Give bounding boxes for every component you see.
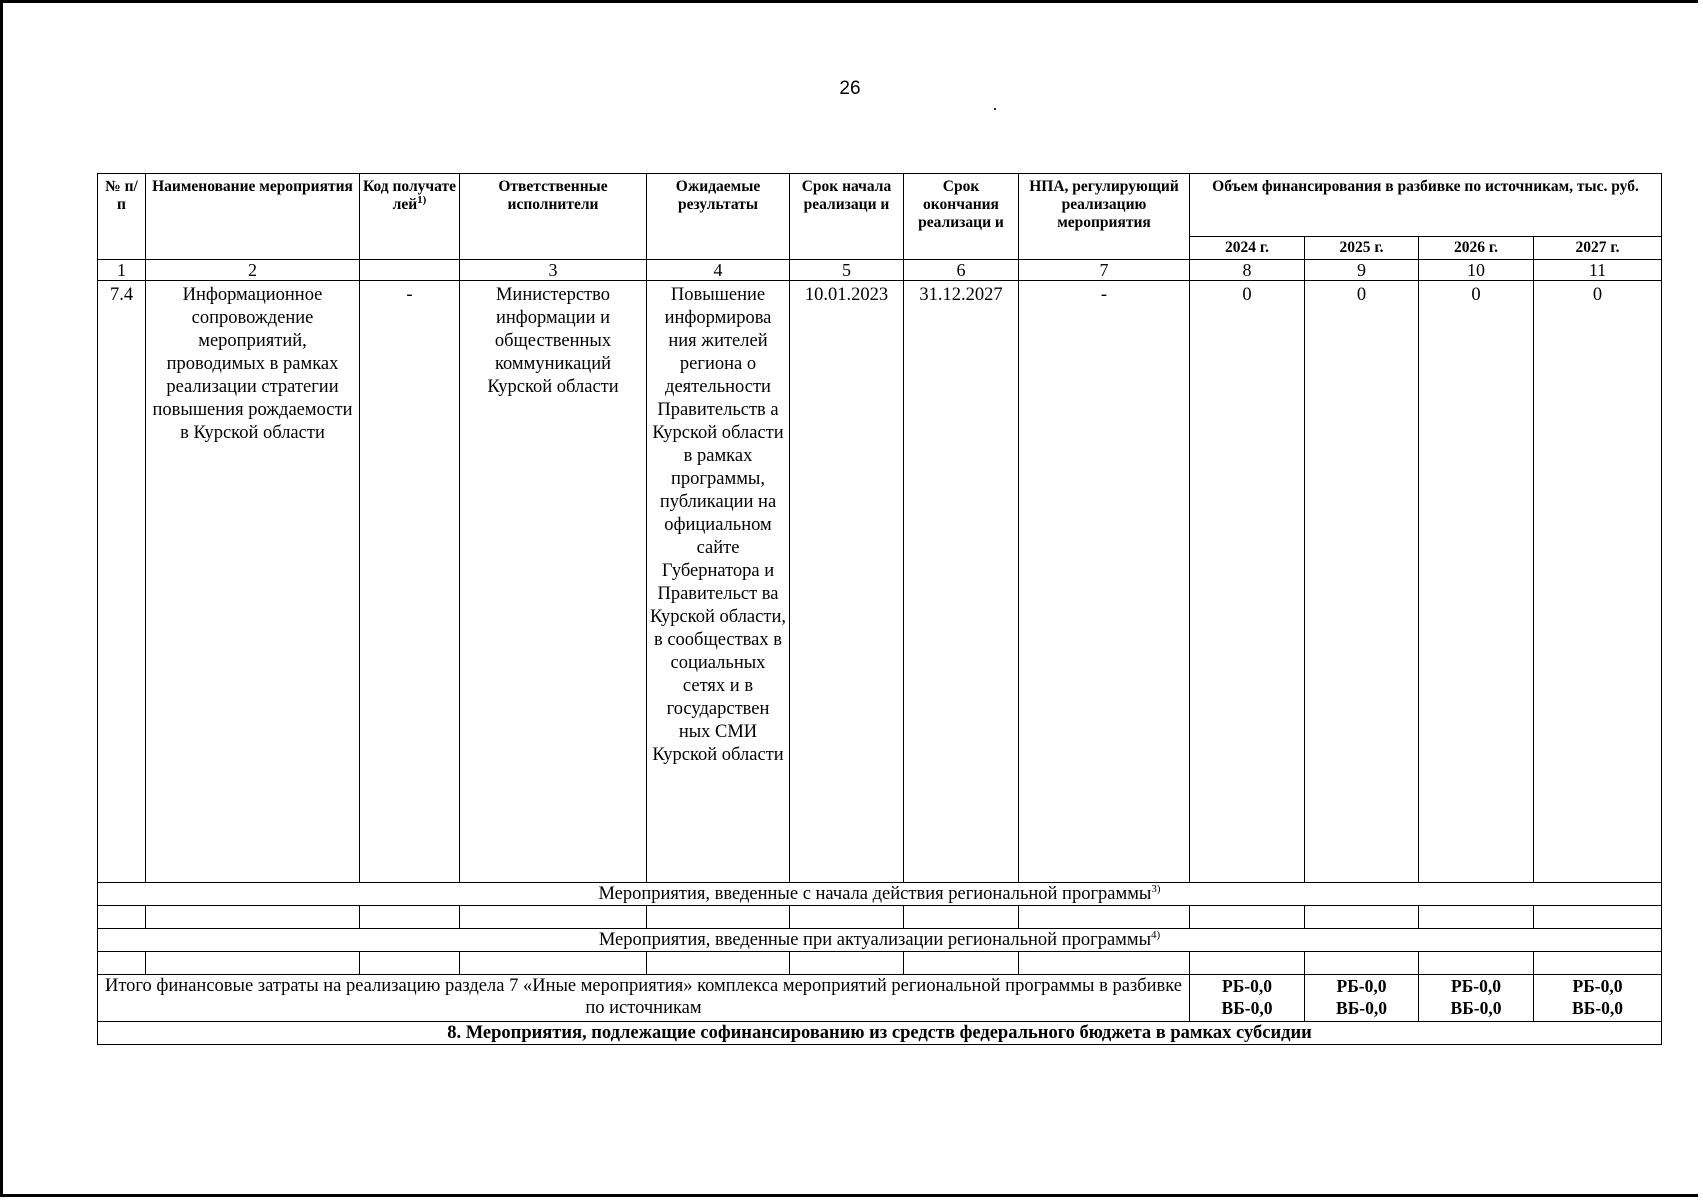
header-year-2027: 2027 г.	[1534, 237, 1662, 260]
total-2025-vb: ВБ-0,0	[1336, 998, 1387, 1018]
row-value-2026: 0	[1419, 281, 1534, 883]
empty-cell	[1534, 952, 1662, 975]
section-introduced-update	[98, 929, 1662, 952]
column-number: 6	[904, 260, 1019, 281]
total-2026-rb: РБ-0,0	[1451, 976, 1501, 996]
empty-cell	[460, 952, 647, 975]
empty-cell	[460, 906, 647, 929]
empty-cell	[1190, 906, 1305, 929]
header-responsible: Ответственные исполнители	[460, 174, 647, 260]
empty-cell	[360, 906, 460, 929]
empty-row	[98, 906, 1662, 929]
row-code: -	[360, 281, 460, 883]
header-end: Срок окончания реализаци и	[904, 174, 1019, 260]
total-2027-rb: РБ-0,0	[1572, 976, 1623, 996]
empty-cell	[1019, 906, 1190, 929]
header-year-2026: 2026 г.	[1419, 237, 1534, 260]
row-results: Повышение информирова ния жителей региона о деятельности Правительств а Курской области в рамках программы, публикации на официальном сайте Губернатора и Правительст ва Курской области, в сообществах в социальных сетях и в государствен ных СМИ Курской области	[647, 281, 790, 883]
column-number: 7	[1019, 260, 1190, 281]
total-2024-vb: ВБ-0,0	[1221, 998, 1273, 1018]
row-value-2027: 0	[1534, 281, 1662, 883]
empty-cell	[1534, 906, 1662, 929]
header-code-footnote: 1)	[417, 193, 427, 206]
column-number: 11	[1534, 260, 1662, 281]
header-funding: Объем финансирования в разбивке по источникам, тыс. руб.	[1190, 174, 1662, 237]
header-name: Наименование мероприятия	[146, 174, 360, 260]
empty-cell	[1305, 952, 1419, 975]
row-start: 10.01.2023	[790, 281, 904, 883]
empty-cell	[1419, 952, 1534, 975]
total-2025	[1305, 975, 1419, 1022]
column-number: 1	[98, 260, 146, 281]
total-2024	[1190, 975, 1305, 1022]
header-start: Срок начала реализаци и	[790, 174, 904, 260]
column-number: 8	[1190, 260, 1305, 281]
total-2025-rb: РБ-0,0	[1336, 976, 1387, 996]
section-8-heading: 8. Мероприятия, подлежащие софинансированию из средств федерального бюджета в рамках субсидии	[98, 1022, 1662, 1045]
totals-label: Итого финансовые затраты на реализацию раздела 7 «Иные мероприятия» комплекса мероприятий региональной программы в разбивке по источникам	[98, 975, 1190, 1022]
section-introduced-start-footnote: 3)	[1151, 882, 1161, 895]
empty-cell	[790, 952, 904, 975]
empty-cell	[146, 906, 360, 929]
column-number: 2	[146, 260, 360, 281]
section-row	[98, 883, 1662, 906]
empty-cell	[1190, 952, 1305, 975]
empty-cell	[647, 906, 790, 929]
row-num: 7.4	[98, 281, 146, 883]
total-2024-rb: РБ-0,0	[1222, 976, 1272, 996]
column-numbers-row	[98, 260, 1662, 281]
row-value-2025: 0	[1305, 281, 1419, 883]
empty-cell	[1419, 906, 1534, 929]
column-number: 9	[1305, 260, 1419, 281]
column-number: 3	[460, 260, 647, 281]
row-responsible: Министерство информации и общественных коммуникаций Курской области	[460, 281, 647, 883]
empty-cell	[98, 906, 146, 929]
page-number: 26	[839, 78, 861, 99]
empty-cell	[1305, 906, 1419, 929]
scan-artifact-dot	[994, 108, 996, 110]
header-row	[98, 174, 1662, 237]
column-number: 10	[1419, 260, 1534, 281]
header-num: № п/п	[98, 174, 146, 260]
section-introduced-update-text: Мероприятия, введенные при актуализации региональной программы	[598, 930, 1151, 950]
empty-cell	[146, 952, 360, 975]
total-2027-vb: ВБ-0,0	[1572, 998, 1623, 1018]
empty-cell	[1019, 952, 1190, 975]
measures-table	[97, 173, 1662, 1045]
empty-cell	[904, 952, 1019, 975]
total-2026	[1419, 975, 1534, 1022]
totals-row	[98, 975, 1662, 1022]
section-introduced-start	[98, 883, 1662, 906]
header-code-text: Код получате лей	[363, 178, 456, 213]
section-introduced-update-footnote: 4)	[1151, 928, 1161, 941]
header-year-2025: 2025 г.	[1305, 237, 1419, 260]
empty-cell	[360, 952, 460, 975]
header-code	[360, 174, 460, 260]
column-number-empty	[360, 260, 460, 281]
row-npa: -	[1019, 281, 1190, 883]
column-number: 5	[790, 260, 904, 281]
row-name: Информационное сопровождение мероприятий, проводимых в рамках реализации стратегии повышения рождаемости в Курской области	[146, 281, 360, 883]
section-introduced-start-text: Мероприятия, введенные с начала действия региональной программы	[598, 884, 1152, 904]
empty-cell	[98, 952, 146, 975]
header-results: Ожидаемые результаты	[647, 174, 790, 260]
empty-row	[98, 952, 1662, 975]
column-number: 4	[647, 260, 790, 281]
total-2026-vb: ВБ-0,0	[1450, 998, 1502, 1018]
empty-cell	[647, 952, 790, 975]
section-8-row	[98, 1022, 1662, 1045]
table-row	[98, 281, 1662, 883]
row-end: 31.12.2027	[904, 281, 1019, 883]
header-npa: НПА, регулирующий реализацию мероприятия	[1019, 174, 1190, 260]
empty-cell	[790, 906, 904, 929]
section-row	[98, 929, 1662, 952]
total-2027	[1534, 975, 1662, 1022]
header-year-2024: 2024 г.	[1190, 237, 1305, 260]
row-value-2024: 0	[1190, 281, 1305, 883]
empty-cell	[904, 906, 1019, 929]
